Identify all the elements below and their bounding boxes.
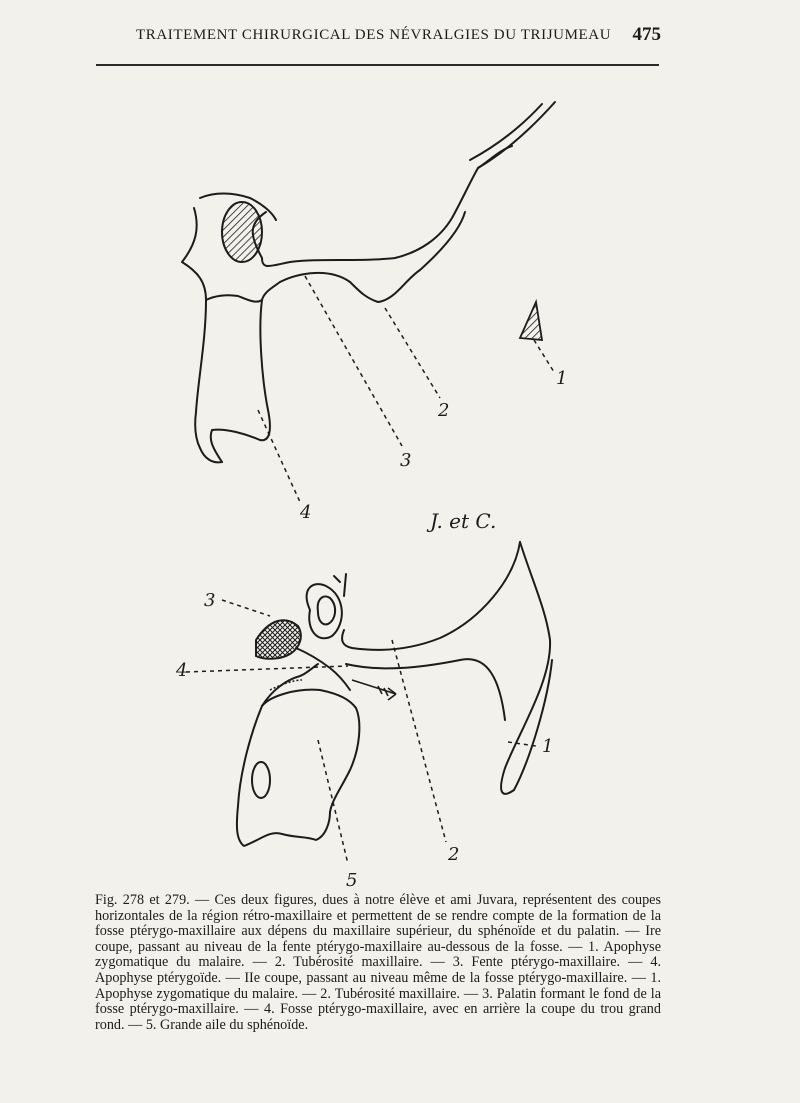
hatched-palatine-section xyxy=(256,620,301,659)
section-one-drawing xyxy=(182,102,555,462)
label-top-4: 4 xyxy=(300,502,312,523)
label-bottom-4: 4 xyxy=(176,660,188,681)
label-top-2: 2 xyxy=(438,400,450,421)
bottom-leader-lines xyxy=(186,600,536,864)
bottom-figure-labels xyxy=(175,590,553,890)
top-figure-labels xyxy=(299,368,567,523)
label-bottom-5: 5 xyxy=(346,870,358,890)
label-bottom-1: 1 xyxy=(542,736,554,757)
figure-caption: Fig. 278 et 279. — Ces deux figures, dues à notre élève et ami Juvara, représentent des coupes horizontales de la région rétro-maxillaire et permettent de se rendre compte de la formation de la fosse ptérygo-maxillaire aux dépens du maxillaire supérieur, du sphénoïde et du palatin. — Ire coupe, passant au niveau de la fente ptérygo-maxillaire au-dessous de la fosse. — 1. Apophyse zygomatique du malaire. — 2. Tubérosité maxillaire. — 3. Fente ptérygo-maxillaire. — 4. Apophyse ptérygoïde. — IIe coupe, passant au niveau même de la fosse ptérygo-maxillaire. — 1. Apophyse zygomatique du malaire. — 2. Tubérosité maxillaire. — 3. Palatin formant le fond de la fosse ptérygo-maxillaire. — 4. Fosse ptérygo-maxillaire, avec en arrière la coupe du trou grand rond. — 5. Grande aile du sphénoïde. xyxy=(95,892,661,1033)
label-bottom-3: 3 xyxy=(204,590,216,611)
label-top-3: 3 xyxy=(400,450,412,471)
hatched-section-oval xyxy=(222,202,262,262)
zygomatic-fragment xyxy=(520,302,542,340)
page-number: 475 xyxy=(632,24,661,45)
fossa-arrow xyxy=(352,680,396,700)
running-head: TRAITEMENT CHIRURGICAL DES NÉVRALGIES DU TRIJUMEAU xyxy=(136,27,612,43)
label-bottom-2: 2 xyxy=(448,844,460,865)
label-top-1: 1 xyxy=(556,368,568,389)
illustrator-signature: J. et C. xyxy=(430,509,497,533)
